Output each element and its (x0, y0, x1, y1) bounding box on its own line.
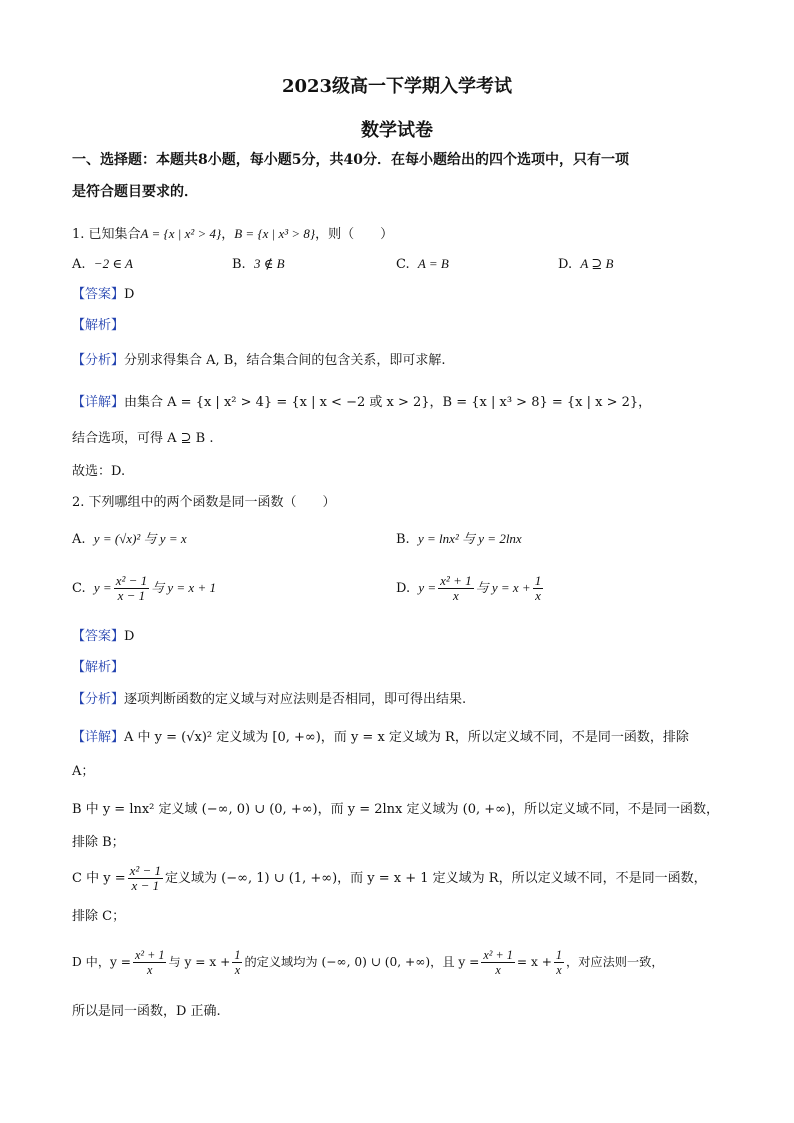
q2-detail-b-line2: 排除 B； (72, 835, 125, 850)
q1-option-b-letter: B. (232, 257, 246, 272)
analysis-label: 【解析】 (72, 660, 125, 675)
q2-detail-a-line1 (72, 728, 689, 748)
q2-option-b (396, 529, 522, 550)
q2-option-c (72, 574, 216, 603)
q2-option-c-num: x² − 1 (115, 573, 148, 588)
q2-detail-d-den2: x (234, 963, 241, 977)
q2-detail-d-num2: 1 (234, 948, 241, 962)
analysis-label: 【解析】 (72, 318, 125, 333)
q2-detail-d-fraction1 (133, 948, 166, 977)
q2-option-d (396, 574, 545, 603)
section-heading-line2: 是符合题目要求的． (72, 184, 198, 200)
q1-option-b-text: 3 ∉ B (253, 256, 285, 271)
q1-set-a: A = {x | x² > 4} (140, 226, 222, 241)
q2-fenxi-text: 逐项判断函数的定义域与对应法则是否相同，即可得出结果. (124, 692, 467, 707)
q2-detail-c-line2: 排除 C； (72, 909, 126, 924)
q2-detail-d-mid2: 的定义域均为 (−∞, 0) ∪ (0, +∞)，且 y = (244, 955, 480, 969)
q1-fenxi (72, 351, 446, 371)
q1-stem: 1. 已知集合A = {x | x² > 4}，B = {x | x³ > 8}，则（ ） (72, 226, 394, 242)
q2-option-c-lhs: y = (93, 580, 112, 595)
q1-answer (72, 285, 134, 305)
q2-option-b-text: y = lnx² 与 y = 2lnx (417, 531, 522, 546)
q2-stem: 2. 下列哪组中的两个函数是同一函数（ ） (72, 495, 336, 510)
q1-option-d-text: A ⊇ B (580, 256, 614, 271)
q1-option-d (558, 254, 613, 275)
q2-option-d-fraction2 (533, 574, 544, 603)
q2-detail-a-text: A 中 y = (√x)² 定义域为 [0, +∞)，而 y = x 定义域为 R，所以定义域不同，不是同一函数，排除 (124, 730, 689, 745)
q2-answer (72, 627, 134, 647)
q2-detail-c-post: 定义域为 (−∞, 1) ∪ (1, +∞)，而 y = x + 1 定义域为 R，所以定义域不同，不是同一函数， (165, 871, 707, 886)
q2-option-d-rhs: 与 y = x + (475, 580, 531, 595)
q2-detail-d-den4: x (556, 963, 562, 977)
q1-detail-line1 (72, 393, 651, 413)
q1-option-c-letter: C. (396, 257, 410, 272)
q1-conclusion: 故选：D. (72, 464, 126, 479)
q2-detail-d-line2: 所以是同一函数，D 正确. (72, 1004, 221, 1019)
q2-detail-c-num: x² − 1 (129, 863, 162, 878)
exam-subtitle: 数学试卷 (361, 120, 433, 141)
q2-option-d-den: x (452, 588, 459, 603)
q1-option-d-letter: D. (558, 257, 573, 272)
q2-detail-d-den: x (147, 963, 153, 977)
q2-option-d-num: x² + 1 (440, 573, 472, 588)
q2-answer-value: D (124, 629, 135, 644)
q2-option-d-den2: x (535, 588, 541, 603)
q1-answer-value: D (124, 287, 135, 302)
fenxi-label: 【分析】 (72, 353, 125, 368)
q2-detail-d-line1 (72, 948, 664, 977)
q1-set-b: B = {x | x³ > 8} (234, 226, 316, 241)
q1-option-b (232, 254, 285, 275)
q2-option-b-letter: B. (396, 532, 410, 547)
exam-title: 2023级高一下学期入学考试 (281, 76, 513, 97)
q2-detail-d-fraction3 (481, 948, 514, 977)
q2-detail-d-pre: D 中，y = (72, 955, 131, 969)
q2-option-d-num2: 1 (534, 573, 542, 588)
q1-suffix: ，则（ ） (315, 227, 394, 242)
q1-analysis-heading (72, 316, 124, 336)
detail-label: 【详解】 (72, 395, 125, 410)
q2-detail-d-num4: 1 (555, 948, 563, 962)
q2-detail-c-fraction (128, 864, 163, 893)
q2-option-a (72, 529, 187, 550)
q2-detail-d-fraction4 (554, 948, 564, 977)
q1-detail-line2: 结合选项，可得 A ⊇ B . (72, 431, 214, 446)
q1-detail-text: 由集合 A = {x | x² > 4} = {x | x < −2 或 x > 2}，B = {x | x³ > 8} = {x | x > 2}， (124, 395, 652, 410)
q2-detail-c-pre: C 中 y = (72, 871, 126, 886)
q1-option-a-text: −2 ∈ A (93, 256, 133, 271)
q2-detail-d-mid3: = x + (516, 955, 552, 969)
answer-label: 【答案】 (72, 629, 125, 644)
q1-option-c (396, 254, 449, 275)
detail-label: 【详解】 (72, 730, 125, 745)
q2-option-d-lhs: y = (418, 580, 437, 595)
q2-option-c-fraction (114, 574, 149, 603)
q1-option-a-letter: A. (72, 257, 86, 272)
q2-detail-a-line2: A； (72, 764, 95, 779)
q2-fenxi (72, 690, 466, 710)
q2-option-c-rhs: 与 y = x + 1 (151, 580, 216, 595)
section-heading-line1: 一、选择题：本题共8小题，每小题5分，共40分．在每小题给出的四个选项中，只有一项 (72, 152, 629, 168)
q2-detail-d-num: x² + 1 (135, 948, 165, 962)
q1-option-a (72, 254, 133, 275)
q2-option-d-fraction (438, 574, 473, 603)
q2-detail-d-end: ，对应法则一致， (566, 955, 664, 969)
q2-detail-d-den3: x (495, 963, 501, 977)
q2-option-c-den: x − 1 (117, 588, 146, 603)
q2-option-d-letter: D. (396, 581, 411, 596)
q2-detail-d-num3: x² + 1 (483, 948, 513, 962)
q2-option-c-letter: C. (72, 581, 86, 596)
q2-option-a-text: y = (√x)² 与 y = x (93, 531, 187, 546)
q1-option-c-text: A = B (417, 256, 449, 271)
q2-option-a-letter: A. (72, 532, 86, 547)
q2-detail-d-mid: 与 y = x + (168, 955, 231, 969)
q1-fenxi-text: 分别求得集合 A, B，结合集合间的包含关系，即可求解. (124, 353, 446, 368)
q2-detail-d-fraction2 (232, 948, 242, 977)
fenxi-label: 【分析】 (72, 692, 125, 707)
q2-detail-c-den: x − 1 (131, 878, 160, 893)
answer-label: 【答案】 (72, 287, 125, 302)
q1-prefix: 1. 已知集合 (72, 227, 141, 242)
q2-analysis-heading (72, 658, 124, 678)
q2-detail-b-line1: B 中 y = lnx² 定义域 (−∞, 0) ∪ (0, +∞)，而 y = 2lnx 定义域为 (0, +∞)，所以定义域不同，不是同一函数， (72, 802, 720, 817)
q2-detail-c-line1 (72, 864, 707, 893)
